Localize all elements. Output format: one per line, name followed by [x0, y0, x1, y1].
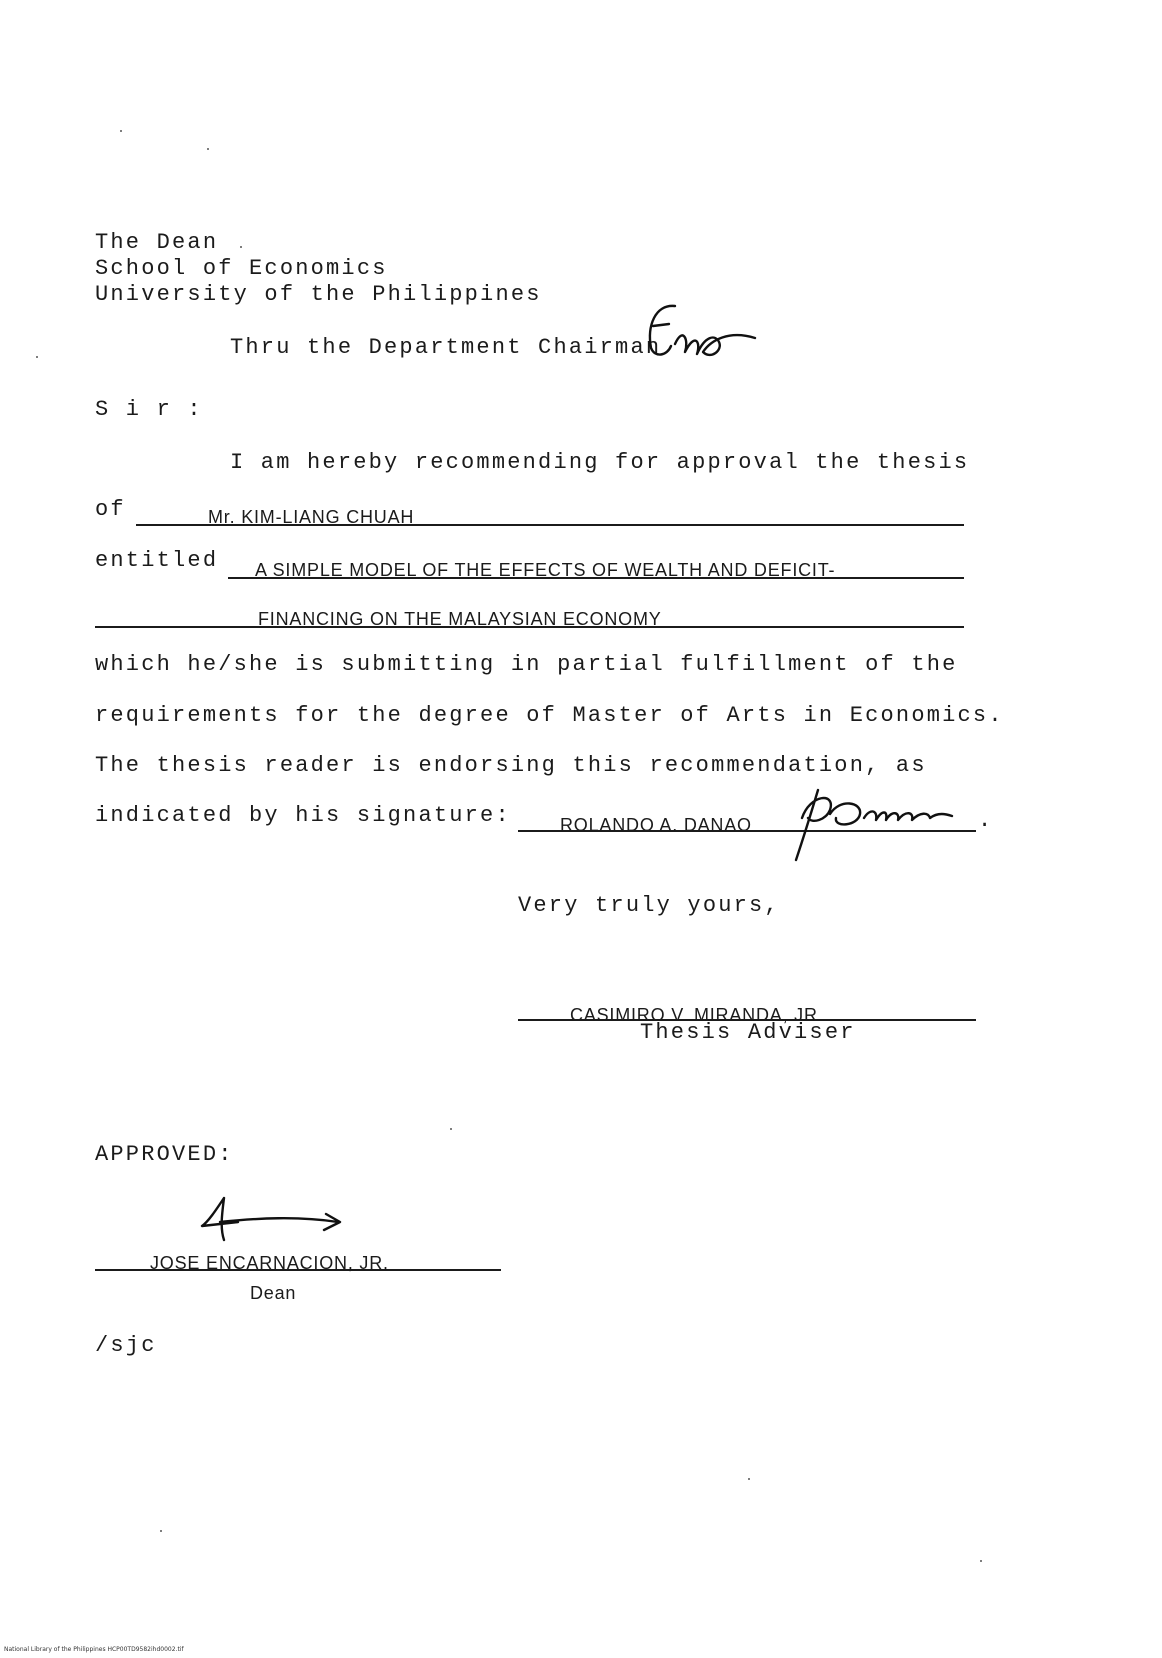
reader-signature: [790, 784, 960, 864]
body-line-5: The thesis reader is endorsing this recommendation, as: [95, 753, 927, 778]
closing: Very truly yours,: [518, 893, 780, 918]
thesis-title-line-1: A SIMPLE MODEL OF THE EFFECTS OF WEALTH AND DEFICIT-: [255, 560, 836, 580]
scan-speck: [450, 1128, 452, 1130]
reader-name: ROLANDO A. DANAO: [560, 815, 752, 835]
addressee-line-3: University of the Philippines: [95, 282, 542, 307]
body-line-3: which he/she is submitting in partial fulfillment of the: [95, 652, 958, 677]
scan-speck: [160, 1530, 162, 1532]
scan-speck: [980, 1560, 982, 1562]
addressee-line-1: The Dean: [95, 230, 219, 255]
scan-speck: [748, 1478, 750, 1480]
typist-initials: /sjc: [95, 1333, 157, 1358]
addressee-line-2: School of Economics: [95, 256, 388, 281]
salutation: S i r :: [95, 397, 203, 422]
sentence-period: .: [978, 808, 994, 833]
scan-speck: [207, 148, 209, 150]
of-label: of: [95, 497, 126, 522]
approved-label: APPROVED:: [95, 1142, 234, 1167]
title-underline-1: [228, 577, 964, 579]
intro-line: I am hereby recommending for approval the thesis: [230, 450, 970, 475]
title-underline-2: [95, 626, 964, 628]
thesis-title-line-2: FINANCING ON THE MALAYSIAN ECONOMY: [258, 609, 662, 629]
chairman-signature: [645, 296, 765, 371]
body-line-4: requirements for the degree of Master of Arts in Economics.: [95, 703, 1004, 728]
thru-line: Thru the Department Chairman: [230, 335, 662, 360]
entitled-label: entitled: [95, 548, 219, 573]
dean-signature: [198, 1196, 348, 1246]
scan-speck: [36, 356, 38, 358]
scan-speck: [120, 130, 122, 132]
adviser-role: Thesis Adviser: [640, 1020, 856, 1045]
dean-role: Dean: [250, 1283, 297, 1303]
student-name: Mr. KIM-LIANG CHUAH: [208, 507, 415, 527]
body-line-6: indicated by his signature:: [95, 803, 511, 828]
dean-name: JOSE ENCARNACION, JR.: [150, 1253, 389, 1273]
dean-underline: [95, 1269, 501, 1271]
adviser-name: CASIMIRO V. MIRANDA, JR.: [570, 1005, 824, 1025]
scan-footer: National Library of the Philippines HCP00TD9582ihd0002.tif: [4, 1646, 184, 1653]
scan-speck: [240, 246, 242, 248]
student-underline: [136, 524, 964, 526]
